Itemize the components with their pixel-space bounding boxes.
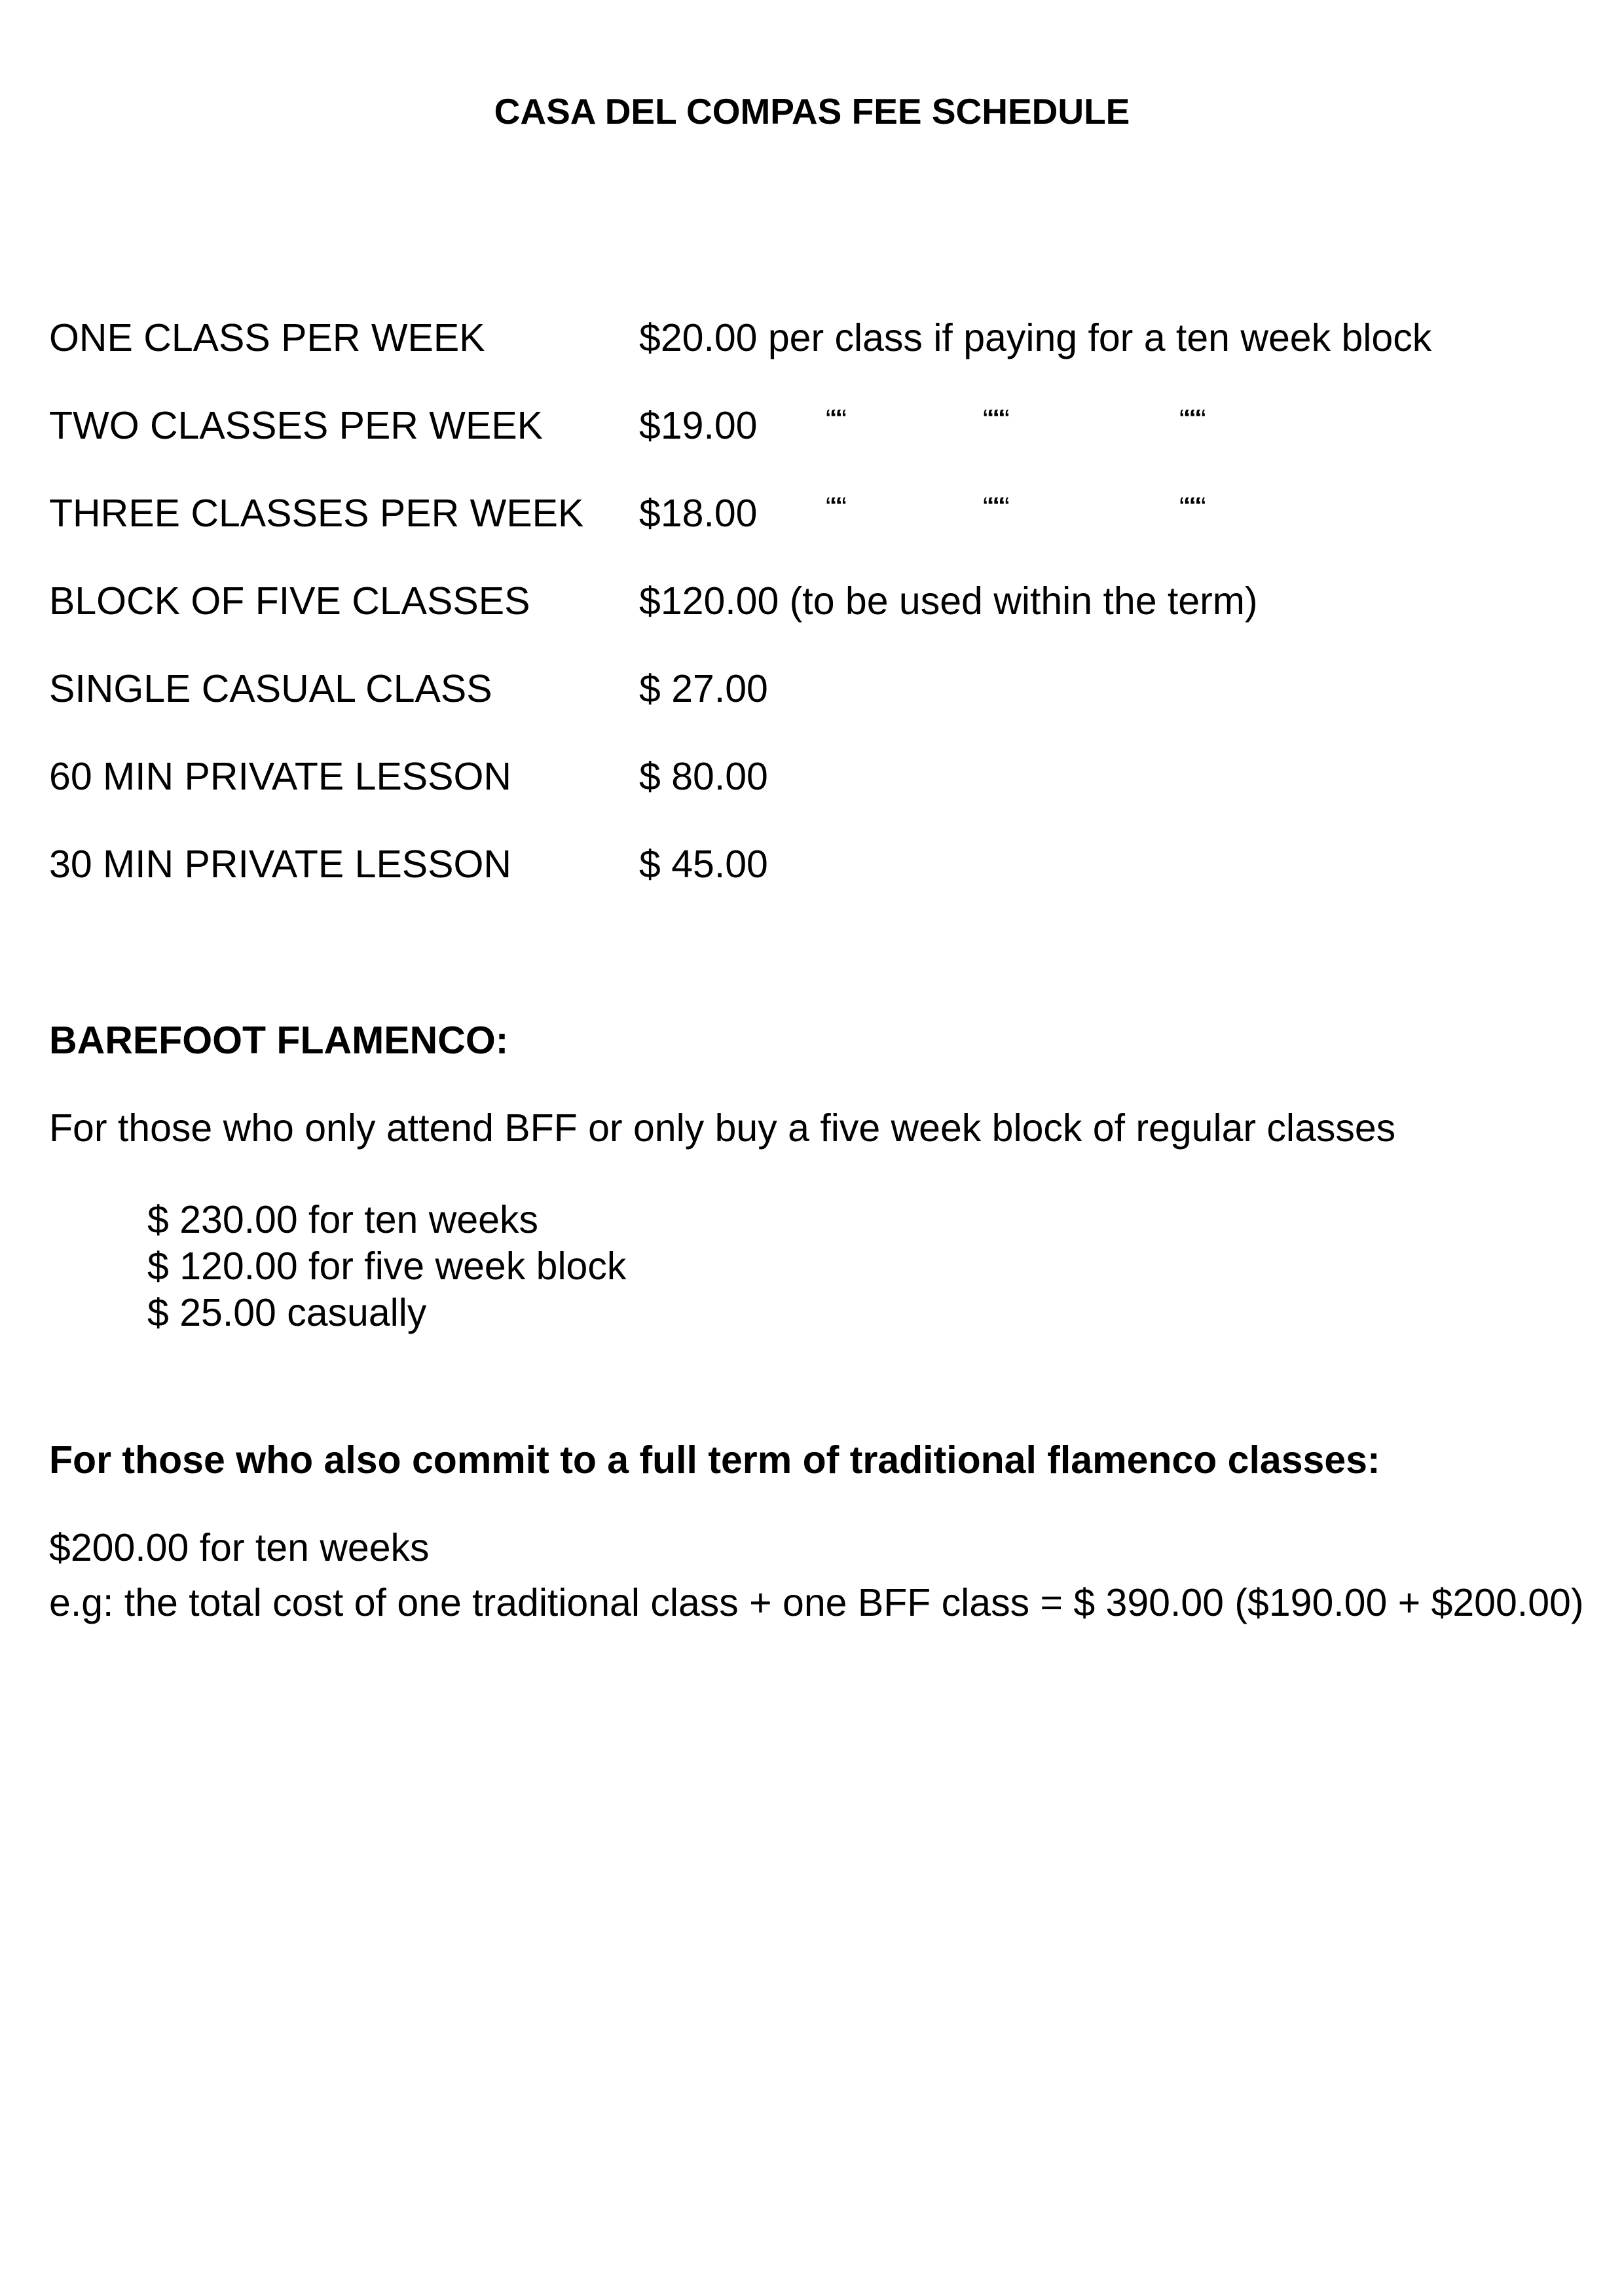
list-item: $ 25.00 casually	[147, 1291, 427, 1334]
commit-heading: For those who also commit to a full term of traditional flamenco classes:	[49, 1438, 1380, 1482]
page-title: CASA DEL COMPAS FEE SCHEDULE	[494, 91, 1130, 132]
fee-price: $18.00	[639, 492, 758, 535]
fee-price: $120.00 (to be used within the term)	[639, 579, 1258, 623]
fee-row-one-class	[49, 312, 1575, 364]
ditto-mark: “““	[826, 404, 843, 436]
fee-label: SINGLE CASUAL CLASS	[49, 667, 492, 710]
ditto-mark: ““““	[983, 404, 1006, 436]
ditto-mark: “““	[826, 492, 843, 524]
fee-label: 30 MIN PRIVATE LESSON	[49, 843, 512, 886]
fee-price: $20.00 per class if paying for a ten week block	[639, 316, 1432, 359]
barefoot-intro: For those who only attend BFF or only buy a five week block of regular classes	[49, 1106, 1396, 1150]
barefoot-heading: BAREFOOT FLAMENCO:	[49, 1019, 509, 1062]
ditto-mark: ““““	[983, 492, 1006, 524]
fee-price: $ 45.00	[639, 843, 768, 886]
list-item: $ 230.00 for ten weeks	[147, 1198, 538, 1241]
fee-label: BLOCK OF FIVE CLASSES	[49, 579, 530, 623]
fee-label: TWO CLASSES PER WEEK	[49, 404, 544, 447]
fee-price: $19.00	[639, 404, 758, 447]
fee-price: $ 27.00	[639, 667, 768, 710]
fee-row-single-casual	[49, 663, 1575, 715]
fee-label: THREE CLASSES PER WEEK	[49, 492, 584, 535]
ditto-mark: ““““	[1179, 492, 1202, 524]
fee-label: 60 MIN PRIVATE LESSON	[49, 755, 512, 798]
commit-example: e.g: the total cost of one traditional class + one BFF class = $ 390.00 ($190.00 + $200.00)	[49, 1581, 1584, 1624]
fee-row-two-classes	[49, 399, 1575, 452]
barefoot-price-list	[147, 1197, 626, 1336]
ditto-mark: ““““	[1179, 404, 1202, 436]
fee-row-30-min-private	[49, 838, 1575, 890]
list-item: $ 120.00 for five week block	[147, 1245, 627, 1288]
fee-row-three-classes	[49, 487, 1575, 539]
commit-price-line: $200.00 for ten weeks	[49, 1526, 430, 1569]
fee-row-60-min-private	[49, 750, 1575, 803]
fee-price: $ 80.00	[639, 755, 768, 798]
fee-row-block-of-five	[49, 575, 1575, 627]
fee-label: ONE CLASS PER WEEK	[49, 316, 485, 359]
